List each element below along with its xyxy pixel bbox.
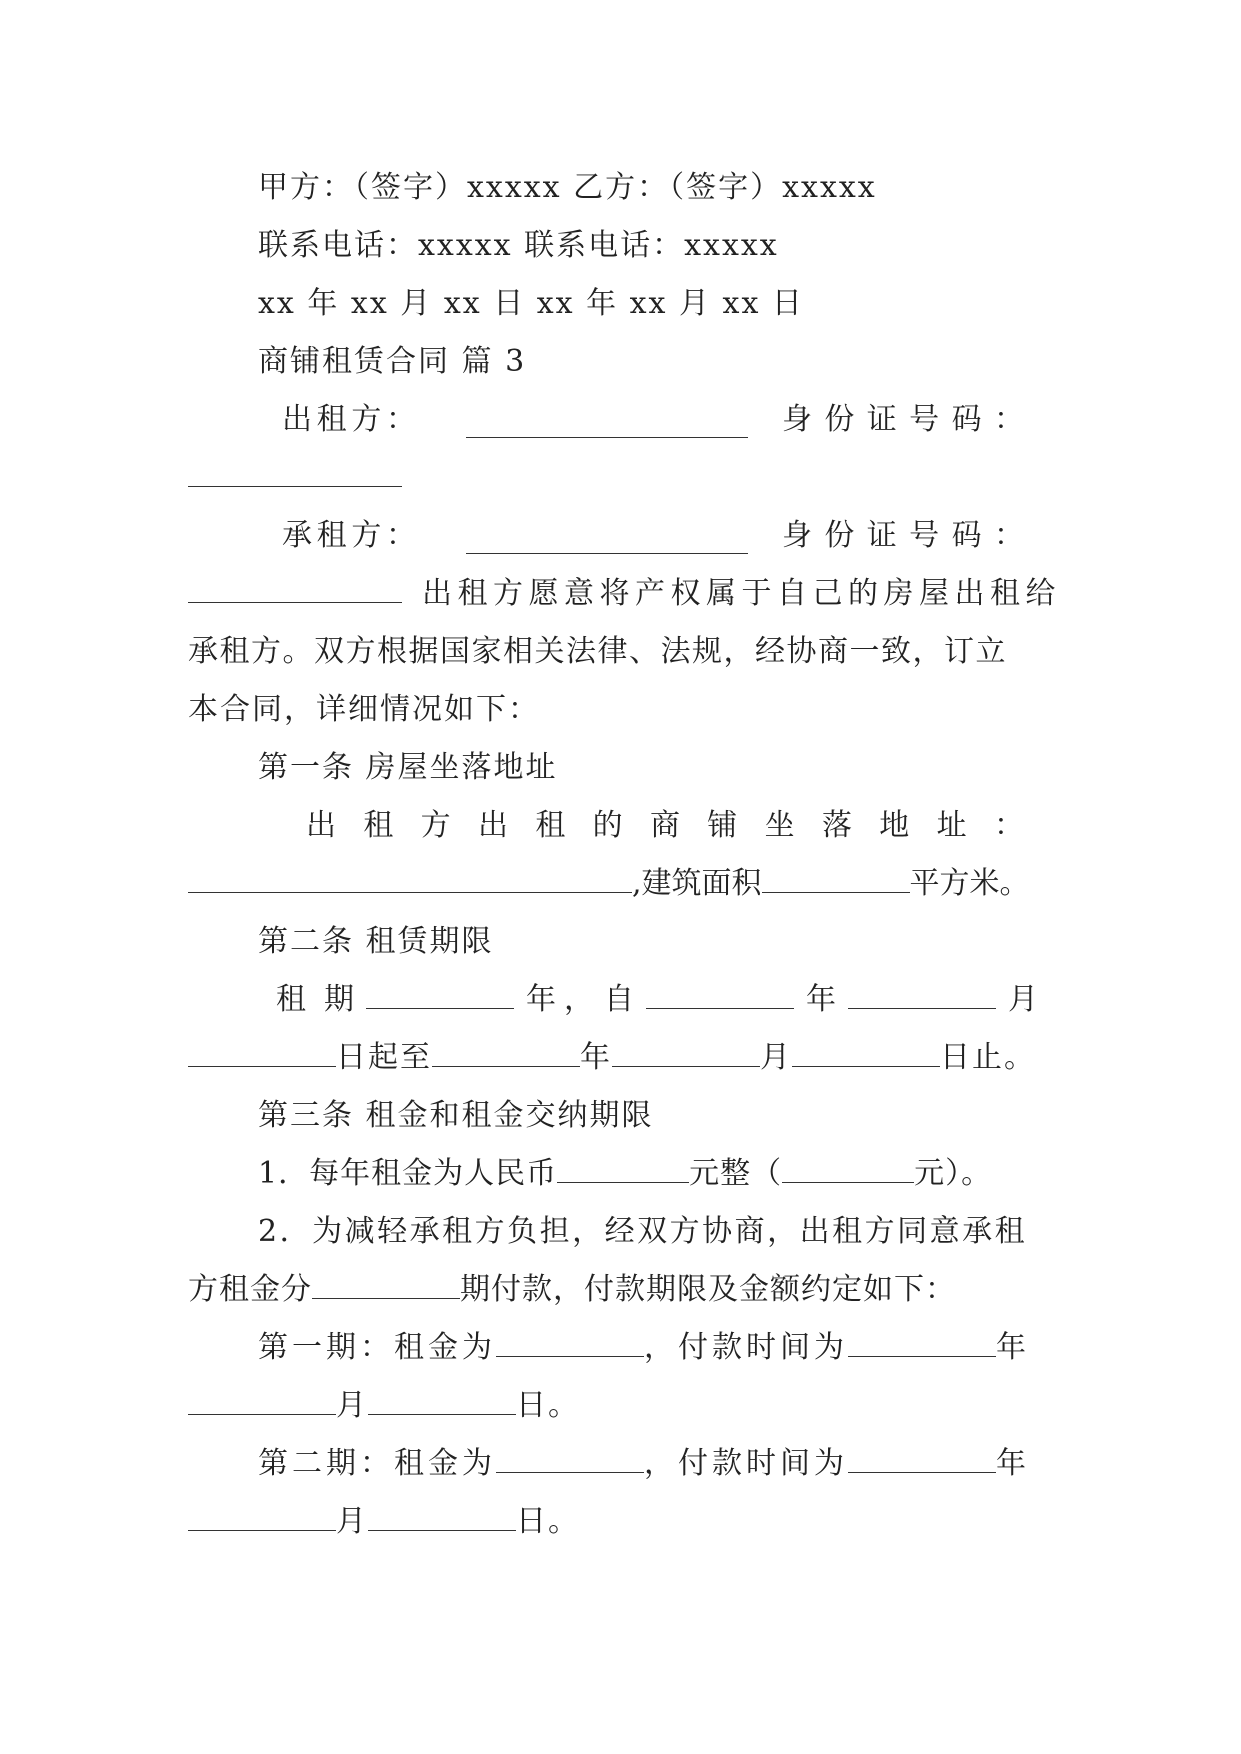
lessor-id-label: 身 份 证 号 码 ： — [782, 402, 1024, 437]
article-2-line-1: 租 期 年 ， 自 年 月 — [276, 982, 1038, 1017]
section-title: 商铺租赁合同 篇 3 — [258, 344, 527, 379]
end-year-blank[interactable] — [432, 1038, 580, 1067]
period-1-day-blank[interactable] — [368, 1386, 516, 1415]
area-blank[interactable] — [762, 864, 910, 893]
article-3-item-2-line-1: 2．为减轻承租方负担，经双方协商，出租方同意承租 — [258, 1214, 1028, 1249]
article-1-address-label: 出 租 方 出 租 的 商 铺 坐 落 地 址 ： — [306, 808, 1024, 843]
lessor-label: 出 租 方 ： — [282, 402, 416, 437]
article-2-title: 第二条 租赁期限 — [258, 924, 494, 959]
article-3-item-2-line-2: 方租金分 期付款，付款期限及金额约定如下： — [188, 1272, 956, 1307]
period-2-line-1: 第二期：租金为 ，付款时间为 年 — [258, 1446, 1030, 1481]
article-2-line-2: 日起至 年 月 日止。 — [188, 1038, 1036, 1078]
signature-date-line: xx 年 xx 月 xx 日 xx 年 xx 月 xx 日 — [258, 286, 804, 321]
intro-line-3: 本合同，详细情况如下： — [188, 692, 540, 727]
start-day-blank[interactable] — [188, 1038, 336, 1067]
lessee-id-blank[interactable] — [188, 574, 402, 603]
end-month-blank[interactable] — [612, 1038, 760, 1067]
lessee-label: 承 租 方 ： — [282, 518, 416, 553]
installments-blank[interactable] — [312, 1270, 460, 1299]
period-1-amount-blank[interactable] — [496, 1328, 644, 1357]
end-day-blank[interactable] — [792, 1038, 940, 1067]
period-2-line-2: 月 日。 — [188, 1502, 580, 1542]
period-1-year-blank[interactable] — [848, 1328, 996, 1357]
article-1-title: 第一条 房屋坐落地址 — [258, 750, 558, 785]
annual-rent-blank[interactable] — [557, 1154, 689, 1183]
signature-party-line: 甲方：（签字）xxxxx 乙方：（签字）xxxxx — [258, 170, 877, 205]
lessor-name-blank[interactable] — [466, 409, 748, 438]
period-2-month-blank[interactable] — [188, 1502, 336, 1531]
intro-line-2: 承租方。双方根据国家相关法律、法规，经协商一致，订立 — [188, 634, 1007, 669]
period-2-year-blank[interactable] — [848, 1444, 996, 1473]
period-1-month-blank[interactable] — [188, 1386, 336, 1415]
annual-rent-figure-blank[interactable] — [782, 1154, 914, 1183]
lease-years-blank[interactable] — [366, 980, 514, 1009]
address-blank[interactable] — [188, 864, 632, 893]
lessee-name-blank[interactable] — [466, 525, 748, 554]
lessor-id-blank[interactable] — [188, 458, 402, 487]
start-month-blank[interactable] — [848, 980, 996, 1009]
lessee-id-label: 身 份 证 号 码 ： — [782, 518, 1024, 553]
intro-line-1: 出租方愿意将产权属于自己的房屋出租给 — [422, 576, 1061, 611]
article-3-title: 第三条 租金和租金交纳期限 — [258, 1098, 654, 1133]
period-1-line-1: 第一期：租金为 ，付款时间为 年 — [258, 1330, 1030, 1365]
period-1-line-2: 月 日。 — [188, 1386, 580, 1426]
article-3-item-1: 1．每年租金为人民币 元整（ 元）。 — [258, 1156, 993, 1191]
period-2-amount-blank[interactable] — [496, 1444, 644, 1473]
period-2-day-blank[interactable] — [368, 1502, 516, 1531]
signature-phone-line: 联系电话：xxxxx 联系电话：xxxxx — [258, 228, 779, 263]
article-1-area-line: ,建筑面积 平方米。 — [188, 864, 1030, 904]
start-year-blank[interactable] — [646, 980, 794, 1009]
